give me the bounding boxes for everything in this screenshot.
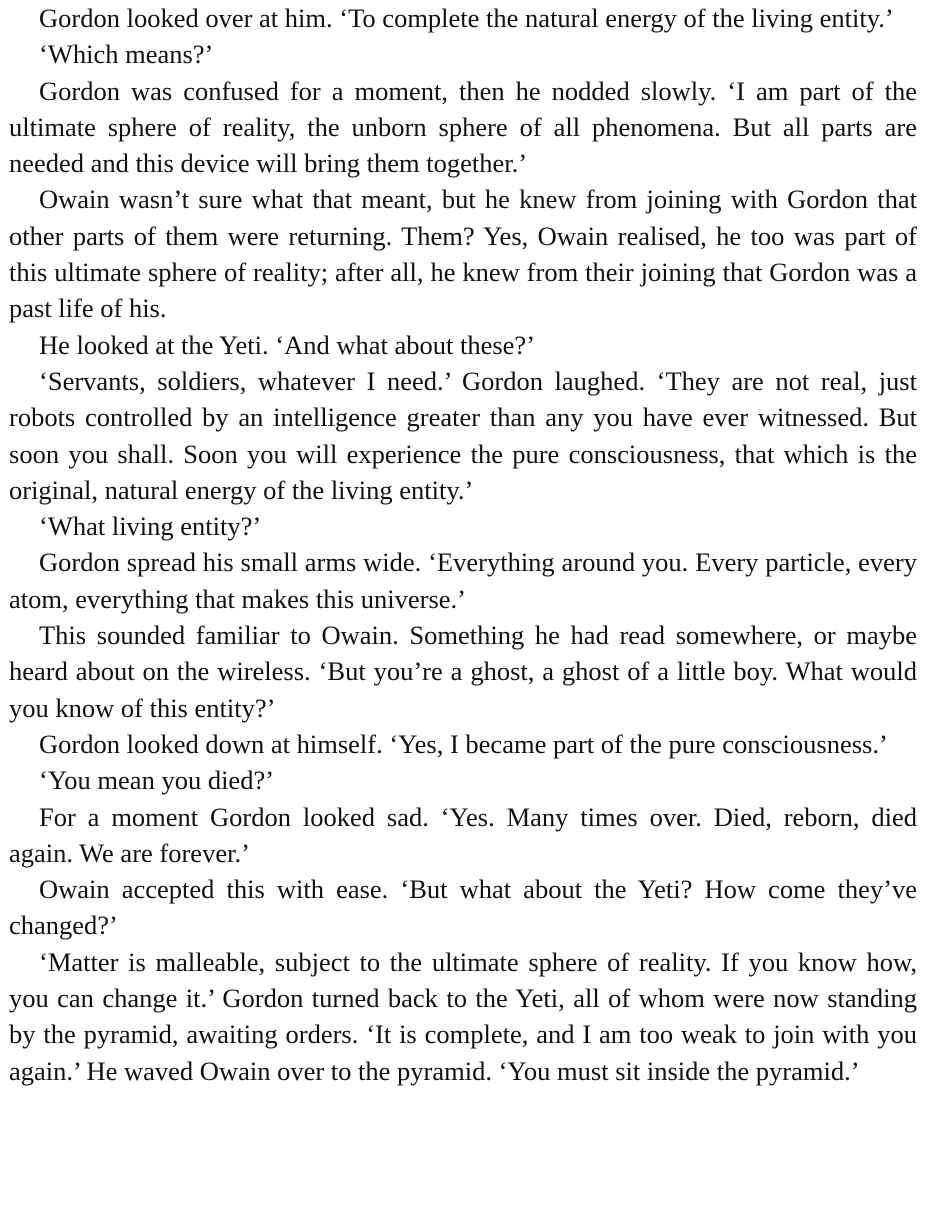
paragraph: Owain wasn’t sure what that meant, but he knew from joining with Gordon that other parts of them were returning. Them? Yes, Owain realised, he too was part of this ultimate sphere of reality; after all, he knew from their joining that Gordon was a past life of his. bbox=[9, 184, 917, 324]
paragraph: Gordon spread his small arms wide. ‘Everything around you. Every particle, every atom, everything that makes this universe.’ bbox=[9, 547, 917, 614]
paragraph: ‘Servants, soldiers, whatever I need.’ Gordon laughed. ‘They are not real, just robots controlled by an intelligence greater than any you have ever witnessed. But soon you shall. Soon you will experience the pure consciousness, that which is the original, natural energy of the living entity.’ bbox=[9, 365, 917, 505]
paragraph: ‘Matter is malleable, subject to the ultimate sphere of reality. If you know how, you can change it.’ Gordon turned back to the Yeti, all of whom were now standing by the pyramid, awaiting orders. ‘It is complete, and I am too weak to join with you again.’ He waved Owain over to the pyramid. ‘You must sit inside the pyramid.’ bbox=[9, 946, 917, 1086]
paragraph: Owain accepted this with ease. ‘But what about the Yeti? How come they’ve changed?’ bbox=[9, 874, 917, 941]
paragraph: ‘You mean you died?’ bbox=[39, 765, 275, 796]
paragraph: For a moment Gordon looked sad. ‘Yes. Many times over. Died, reborn, died again. We are forever.’ bbox=[9, 801, 917, 868]
paragraph: This sounded familiar to Owain. Something he had read somewhere, or maybe heard about on the wireless. ‘But you’re a ghost, a ghost of a little boy. What would you know of this entity?’ bbox=[9, 620, 917, 723]
paragraph: Gordon was confused for a moment, then he nodded slowly. ‘I am part of the ultimate sphere of reality, the unborn sphere of all phenomena. But all parts are needed and this device will bring them together.’ bbox=[9, 75, 917, 179]
paragraph: Gordon looked over at him. ‘To complete the natural energy of the living entity.’ bbox=[39, 3, 894, 33]
paragraph: Gordon looked down at himself. ‘Yes, I became part of the pure consciousness.’ bbox=[39, 728, 888, 759]
paragraph: ‘What living entity?’ bbox=[39, 511, 262, 542]
paragraph: He looked at the Yeti. ‘And what about these?’ bbox=[39, 329, 536, 360]
paragraph: ‘Which means?’ bbox=[39, 39, 214, 70]
